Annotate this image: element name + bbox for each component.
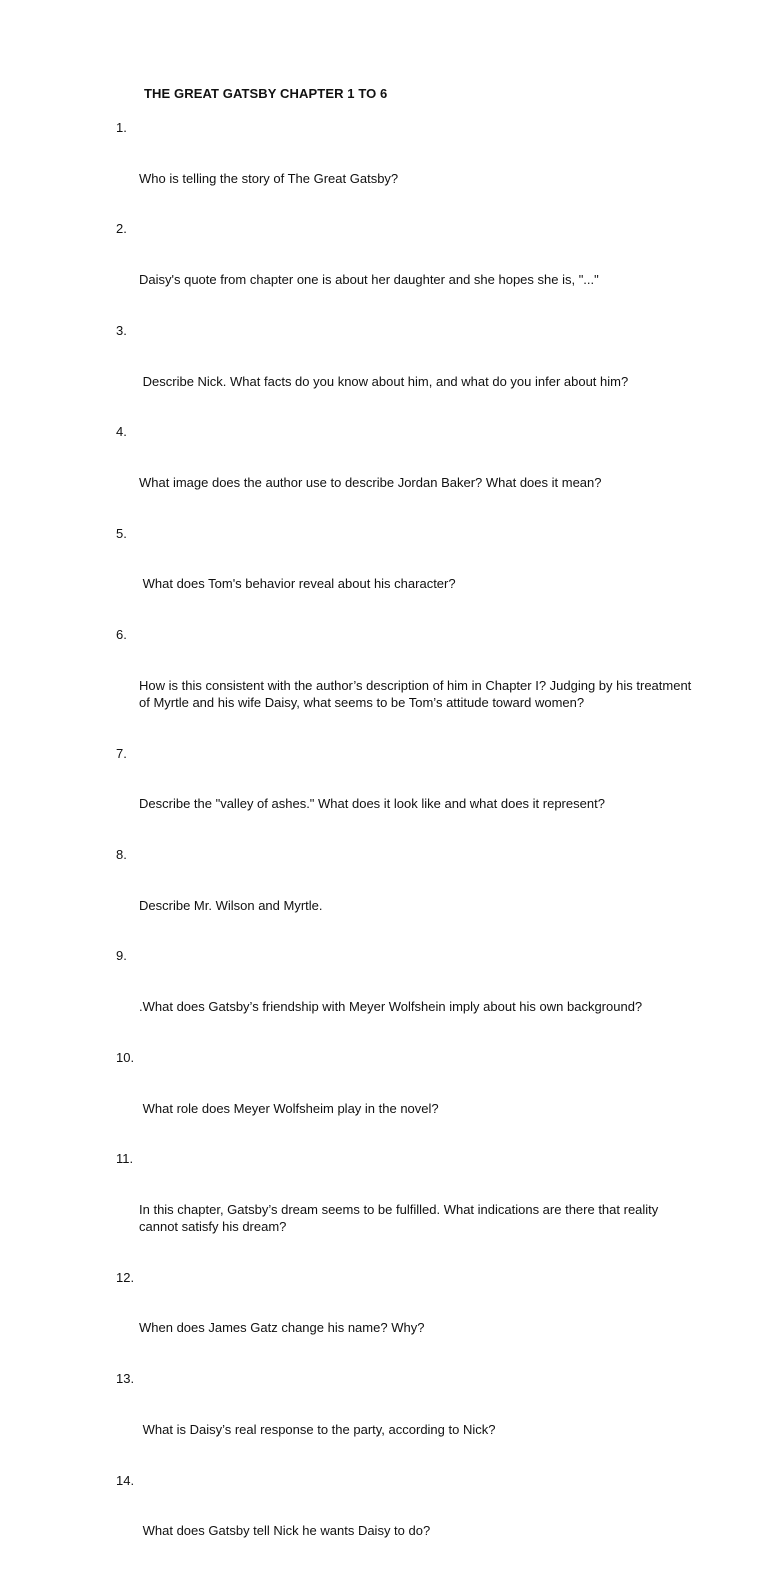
question-text: What does Tom's behavior reveal about his character? — [139, 576, 456, 592]
question-item — [116, 424, 696, 525]
question-number: 7. — [116, 745, 127, 761]
question-text: .What does Gatsby’s friendship with Meyer Wolfshein imply about his own background? — [139, 999, 643, 1015]
question-number: 8. — [116, 846, 127, 862]
question-item — [116, 948, 696, 1049]
question-number: 5. — [116, 525, 127, 541]
question-item — [116, 1371, 696, 1472]
question-item — [116, 120, 696, 221]
question-number: 9. — [116, 948, 127, 964]
question-item — [116, 221, 696, 322]
question-list — [116, 120, 696, 1574]
question-number: 3. — [116, 322, 127, 338]
question-text: Describe Nick. What facts do you know about him, and what do you infer about him? — [139, 373, 629, 389]
question-item — [116, 746, 696, 847]
question-item — [116, 526, 696, 627]
question-text: Daisy's quote from chapter one is about her daughter and she hopes she is, "..." — [139, 272, 599, 288]
question-number: 14. — [116, 1472, 135, 1488]
question-text: Describe Mr. Wilson and Myrtle. — [139, 897, 323, 913]
question-item — [116, 1270, 696, 1371]
question-text: What does Gatsby tell Nick he wants Daisy to do? — [139, 1523, 431, 1539]
question-item — [116, 627, 696, 745]
question-item — [116, 847, 696, 948]
question-text: What is Daisy’s real response to the party, according to Nick? — [139, 1421, 496, 1437]
question-number: 2. — [116, 221, 127, 237]
question-item — [116, 1151, 696, 1269]
question-text: How is this consistent with the author’s description of him in Chapter I? Judging by his treatment of Myrtle and his wife Daisy, what seems to be Tom’s attitude toward women? — [139, 677, 695, 710]
question-number: 6. — [116, 627, 127, 643]
question-text: When does James Gatz change his name? Why? — [139, 1320, 425, 1336]
document-title: THE GREAT GATSBY CHAPTER 1 TO 6 — [144, 86, 388, 101]
question-number: 13. — [116, 1371, 135, 1387]
question-text: Describe the "valley of ashes." What does it look like and what does it represent? — [139, 796, 605, 812]
question-text: Who is telling the story of The Great Gatsby? — [139, 170, 399, 186]
question-item — [116, 323, 696, 424]
question-number: 4. — [116, 424, 127, 440]
question-number: 12. — [116, 1269, 135, 1285]
question-number: 10. — [116, 1049, 135, 1065]
question-item — [116, 1050, 696, 1151]
question-text: What image does the author use to describe Jordan Baker? What does it mean? — [139, 475, 602, 491]
question-number: 11. — [116, 1151, 134, 1167]
question-item — [116, 1473, 696, 1574]
question-number: 1. — [116, 120, 127, 135]
question-text: In this chapter, Gatsby’s dream seems to be fulfilled. What indications are there that reality cannot satisfy his dream? — [139, 1202, 662, 1234]
question-text: What role does Meyer Wolfsheim play in the novel? — [139, 1100, 439, 1116]
